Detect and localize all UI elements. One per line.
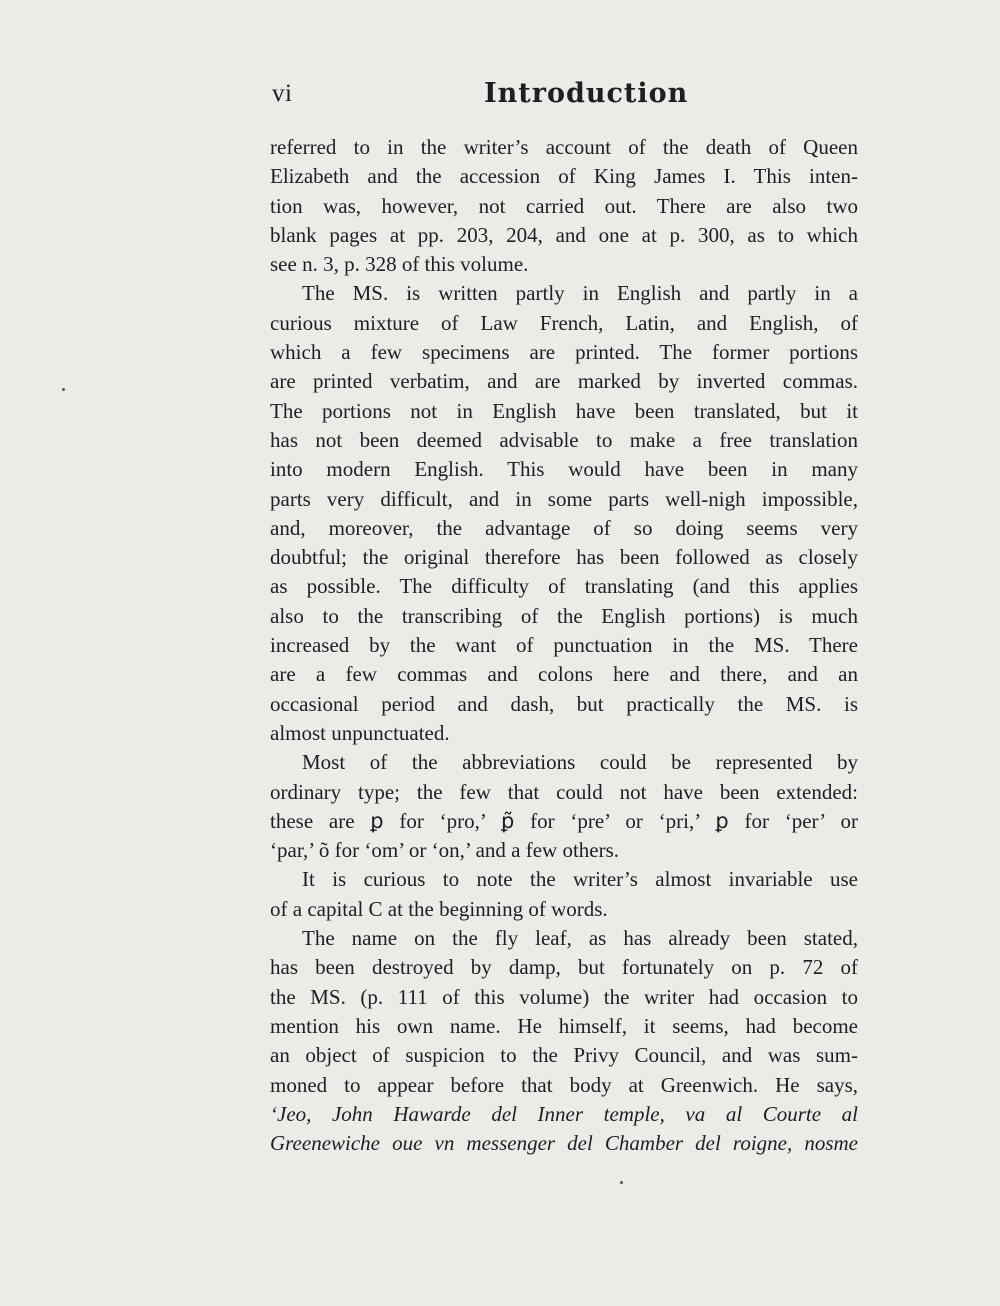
text-line: Elizabeth and the accession of King James I. This inten- (270, 164, 858, 189)
text-line: has not been deemed advisable to make a free translation (270, 427, 858, 452)
text-line: The portions not in English have been translated, but it (270, 398, 858, 423)
text-line: curious mixture of Law French, Latin, and English, of (270, 310, 858, 335)
running-title: Introduction (484, 78, 689, 109)
text-line: are printed verbatim, and are marked by inverted commas. (270, 369, 858, 394)
text-line: see n. 3, p. 328 of this volume. (270, 252, 529, 277)
text-line: occasional period and dash, but practically the MS. is (270, 691, 858, 716)
text-line: has been destroyed by damp, but fortunately on p. 72 of (270, 955, 858, 980)
text-line: into modern English. This would have been in many (270, 457, 858, 482)
paper-speck (620, 1181, 623, 1184)
text-line: The MS. is written partly in English and partly in a (302, 281, 858, 306)
page-header (272, 78, 857, 118)
text-line: ‘par,’ õ for ‘om’ or ‘on,’ and a few others. (270, 838, 620, 863)
text-line: and, moreover, the advantage of so doing seems very (270, 515, 858, 540)
text-line: Most of the abbreviations could be represented by (302, 750, 858, 775)
text-line: moned to appear before that body at Greenwich. He says, (270, 1072, 858, 1097)
text-line: parts very difficult, and in some parts well-nigh impossible, (270, 486, 858, 511)
text-line: It is curious to note the writer’s almost invariable use (302, 867, 858, 892)
text-line: Greenewiche oue vn messenger del Chamber del roigne, nosme (270, 1131, 858, 1156)
body-text (270, 133, 858, 1158)
paper-speck (62, 388, 65, 391)
text-line: the MS. (p. 111 of this volume) the writer had occasion to (270, 984, 858, 1009)
text-line: almost unpunctuated. (270, 720, 450, 745)
text-line: increased by the want of punctuation in the MS. There (270, 633, 858, 658)
text-line: mention his own name. He himself, it seems, had become (270, 1013, 858, 1038)
text-line: tion was, however, not carried out. There are also two (270, 193, 858, 218)
text-line: blank pages at pp. 203, 204, and one at p. 300, as to which (270, 222, 858, 247)
text-line: an object of suspicion to the Privy Council, and was sum- (270, 1043, 858, 1068)
text-line: ordinary type; the few that could not have been extended: (270, 779, 858, 804)
page-number: vi (272, 80, 293, 107)
text-line: referred to in the writer’s account of the death of Queen (270, 135, 858, 159)
text-line: The name on the fly leaf, as has already been stated, (302, 926, 858, 951)
text-line: also to the transcribing of the English portions) is much (270, 603, 858, 628)
text-line: which a few specimens are printed. The former portions (270, 340, 858, 365)
text-line: as possible. The difficulty of translating (and this applies (270, 574, 858, 599)
text-line: these are ꝑ for ‘pro,’ ꝑ̃ for ‘pre’ or ‘pri,’ ꝑ for ‘per’ or (270, 808, 858, 833)
text-line: of a capital C at the beginning of words. (270, 896, 608, 921)
text-line: ‘Jeo, John Hawarde del Inner temple, va al Courte al (270, 1101, 858, 1126)
text-line: are a few commas and colons here and there, and an (270, 662, 858, 687)
text-line: doubtful; the original therefore has been followed as closely (270, 545, 858, 570)
